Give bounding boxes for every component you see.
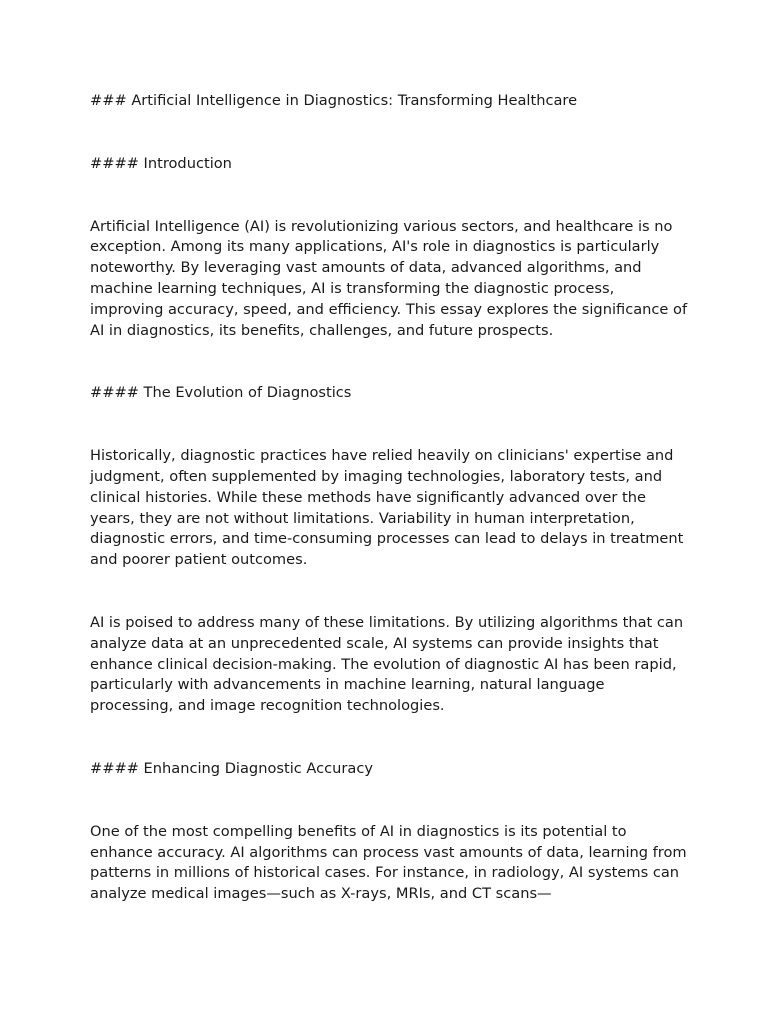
paragraph-accuracy: One of the most compelling benefits of AI in diagnostics is its potential to enhance accuracy. AI algorithms can process vast amounts of data, learning from patterns in millions of historical cases. For instance, in radiology, AI systems can analyze medical images—such as X-rays, MRIs, and CT scans— xyxy=(90,822,687,903)
paragraph-evolution-1: Historically, diagnostic practices have relied heavily on clinicians' expertise and judgment, often supplemented by imaging technologies, laboratory tests, and clinical histories. While these methods have significantly advanced over the years, they are not without limitations. Variability in human interpretation, diagnostic errors, and time-consuming processes can lead to delays in treatment and poorer patient outcomes. xyxy=(90,447,684,569)
paragraph-introduction: Artificial Intelligence (AI) is revolutionizing various sectors, and healthcare is no exception. Among its many applications, AI's role in diagnostics is particularly noteworthy. By leveraging vast amounts of data, advanced algorithms, and machine learning techniques, AI is transforming the diagnostic process, improving accuracy, speed, and efficiency. This essay explores the significance of AI in diagnostics, its benefits, challenges, and future prospects. xyxy=(90,217,688,339)
document-page xyxy=(90,91,690,905)
paragraph-evolution-2: AI is poised to address many of these limitations. By utilizing algorithms that can analyze data at an unprecedented scale, AI systems can provide insights that enhance clinical decision-making. The evolution of diagnostic AI has been rapid, particularly with advancements in machine learning, natural language processing, and image recognition technologies. xyxy=(90,613,684,715)
section-heading-introduction: #### Introduction xyxy=(90,154,232,172)
document-title: ### Artificial Intelligence in Diagnostics: Transforming Healthcare xyxy=(90,92,578,109)
section-heading-evolution: #### The Evolution of Diagnostics xyxy=(90,384,352,402)
section-heading-accuracy: #### Enhancing Diagnostic Accuracy xyxy=(90,759,374,777)
